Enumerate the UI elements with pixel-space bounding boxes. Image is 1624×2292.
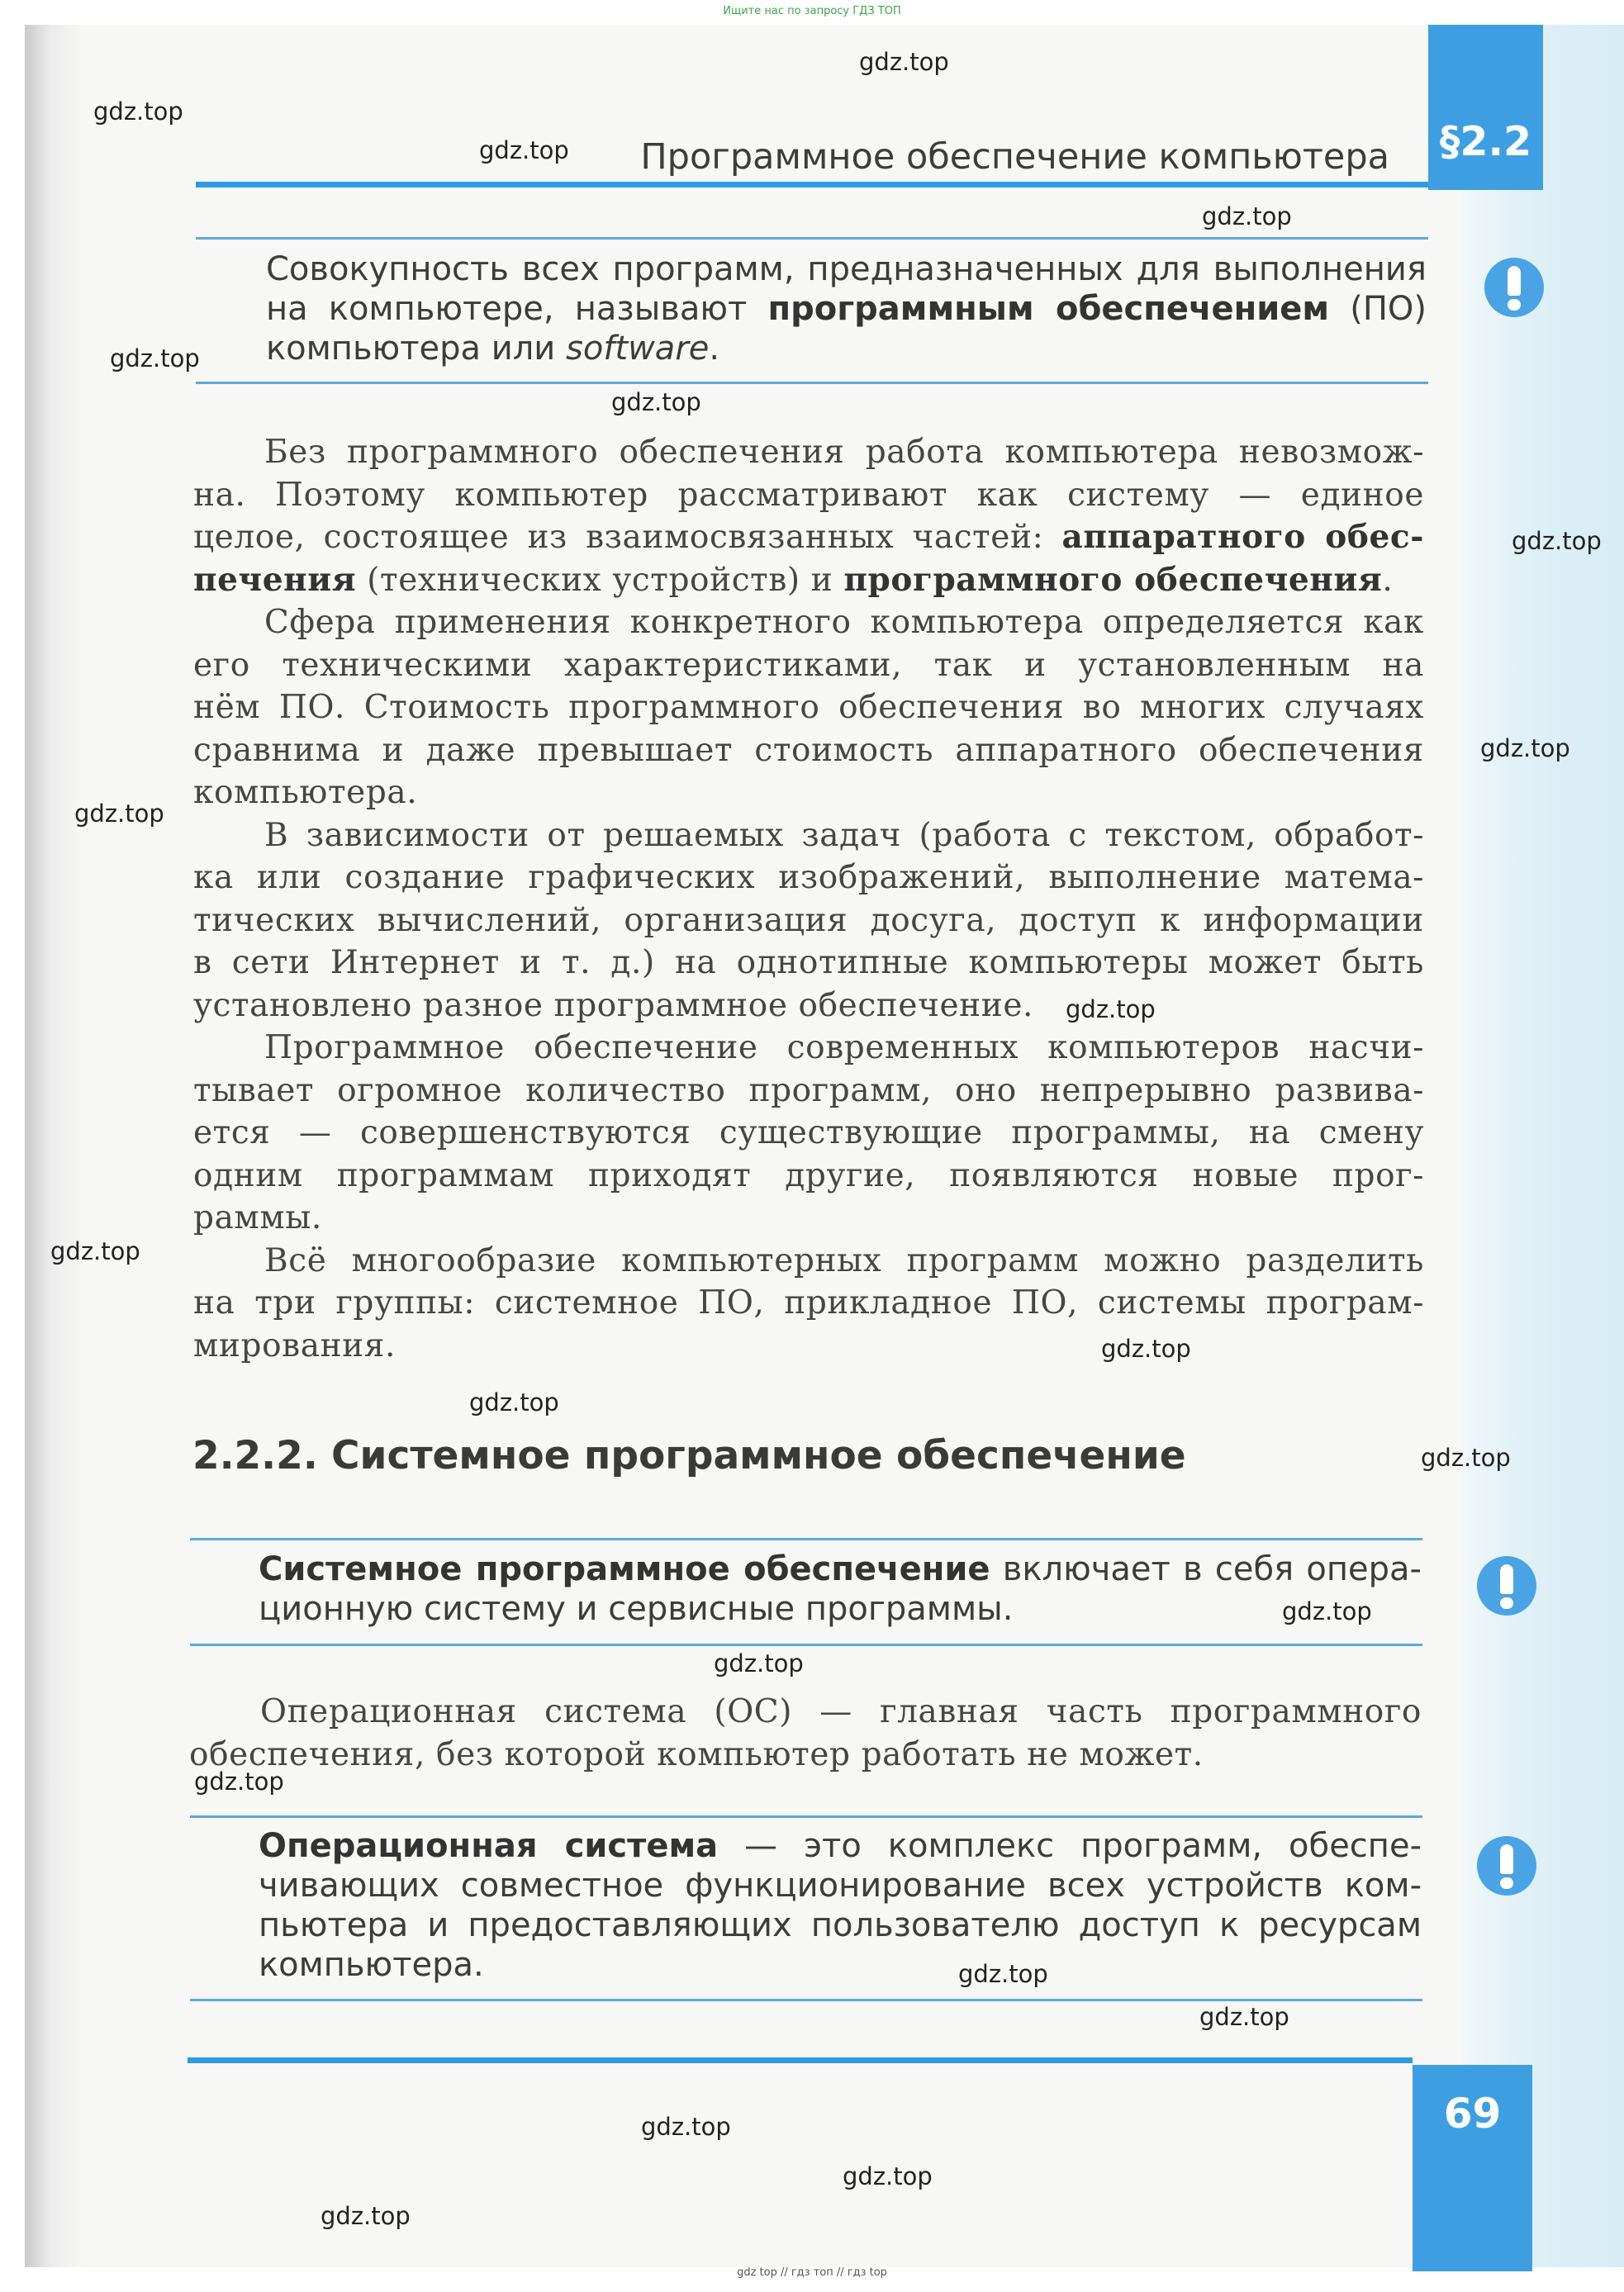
watermark: gdz.top <box>1282 1597 1372 1625</box>
watermark: gdz.top <box>859 48 949 76</box>
watermark: gdz.top <box>321 2202 411 2230</box>
paragraph: Операционная система (ОС) — главная часть программного обеспечения, без которой компьютер работать не может. <box>189 1693 1422 1773</box>
exclamation-icon <box>1477 1836 1536 1896</box>
watermark: gdz.top <box>1421 1444 1511 1472</box>
definition-rule-bottom <box>190 1644 1422 1646</box>
watermark: gdz.top <box>93 97 183 126</box>
definition-rule-bottom <box>190 1999 1422 2001</box>
watermark: gdz.top <box>611 388 701 416</box>
definition-line: на компьютере, называют программным обеспечением (ПО) <box>266 290 1427 328</box>
paragraph: В зависимости от решаемых задач (работа с текстом, обработ- ка или создание графических изображений, выполнение матема- тических вычислений, организация досуга, доступ к информации в сети Интернет и т. д.) на однотипные компьютеры может быть установлено разное программное обеспечение. <box>193 816 1424 1024</box>
watermark: gdz.top <box>194 1768 284 1796</box>
definition-rule-top <box>190 1538 1422 1540</box>
definition-line: ционную систему и сервисные программы. <box>259 1590 1014 1628</box>
definition-line: компьютера. <box>259 1946 484 1984</box>
paragraph: Всё многообразие компьютерных программ можно разделить на три группы: системное ПО, прикладное ПО, системы програм- мирования. <box>193 1241 1424 1364</box>
paragraph: Программное обеспечение современных компьютеров насчи- тывает огромное количество программ, оно непрерывно развива- ется — совершенствуются существующие программы, на смену одним программам приходят другие, появляются новые прог- раммы. <box>193 1029 1424 1236</box>
section-subheading: 2.2.2. Системное программное обеспечение <box>192 1433 1186 1478</box>
main-body-text <box>193 431 1424 1367</box>
paragraph: Сфера применения конкретного компьютера определяется как его техническими характеристиками, так и установленным на нём ПО. Стоимость программного обеспечения во многих случаях сравнима и даже превышает стоимость аппаратного обеспечения компьютера. <box>193 604 1424 811</box>
watermark: gdz.top <box>1199 2003 1289 2031</box>
page-number-tab <box>1413 2065 1532 2271</box>
definition-line: компьютера или software. <box>266 330 720 368</box>
term-software: программным обеспечением <box>767 290 1330 328</box>
running-header-title: Программное обеспечение компьютера <box>640 136 1389 178</box>
term-system-software: Системное программное обеспечение <box>259 1550 990 1588</box>
watermark: gdz.top <box>74 800 164 828</box>
definition-line: чивающих совместное функционирование всех устройств ком- <box>259 1867 1422 1905</box>
term-operating-system: Операционная система <box>259 1827 719 1865</box>
watermark: gdz.top <box>1480 734 1570 762</box>
definition-line: пьютера и предоставляющих пользователю доступ к ресурсам <box>259 1906 1422 1944</box>
page-number: 69 <box>1443 2090 1502 2138</box>
os-paragraph-text <box>189 1691 1422 1776</box>
page-margin-strip <box>1462 25 1624 2267</box>
watermark: gdz.top <box>714 1649 804 1677</box>
watermark: gdz.top <box>1066 995 1156 1023</box>
section-number-tab <box>1428 25 1543 190</box>
watermark: gdz.top <box>50 1237 140 1265</box>
definition-box-software <box>266 249 1427 368</box>
watermark: gdz.top <box>1101 1335 1191 1363</box>
definition-box-operating-system <box>259 1826 1422 1985</box>
definition-rule-top <box>190 1815 1422 1818</box>
section-number: §2.2 <box>1439 118 1532 165</box>
top-notice: Ищите нас по запросу ГДЗ ТОП <box>723 5 901 17</box>
bottom-notice: gdz top // гдз топ // гдз top <box>737 2266 887 2279</box>
definition-box-system-software <box>259 1549 1422 1629</box>
watermark: gdz.top <box>1512 527 1602 555</box>
watermark: gdz.top <box>1202 202 1292 230</box>
watermark: gdz.top <box>641 2113 731 2141</box>
exclamation-icon <box>1484 258 1544 317</box>
paragraph: Без программного обеспечения работа компьютера невозмож- на. Поэтому компьютер рассматривают как систему — единое целое, состоящее из взаимосвязанных частей: аппаратного обес- печения (технических устройств) и программного обеспечения. <box>193 434 1424 599</box>
exclamation-icon <box>1477 1556 1536 1616</box>
footer-rule <box>188 2057 1413 2063</box>
definition-line: Системное программное обеспечение включает в себя опера- <box>259 1550 1422 1588</box>
watermark: gdz.top <box>479 136 569 164</box>
watermark: gdz.top <box>843 2162 933 2190</box>
definition-rule-bottom <box>196 382 1428 384</box>
definition-rule-top <box>196 237 1428 240</box>
watermark: gdz.top <box>469 1388 559 1416</box>
watermark: gdz.top <box>110 344 200 373</box>
definition-line: Совокупность всех программ, предназначенных для выполнения <box>266 250 1427 288</box>
header-rule <box>196 182 1428 187</box>
definition-line: Операционная система — это комплекс программ, обеспе- <box>259 1827 1422 1865</box>
watermark: gdz.top <box>958 1960 1048 1988</box>
